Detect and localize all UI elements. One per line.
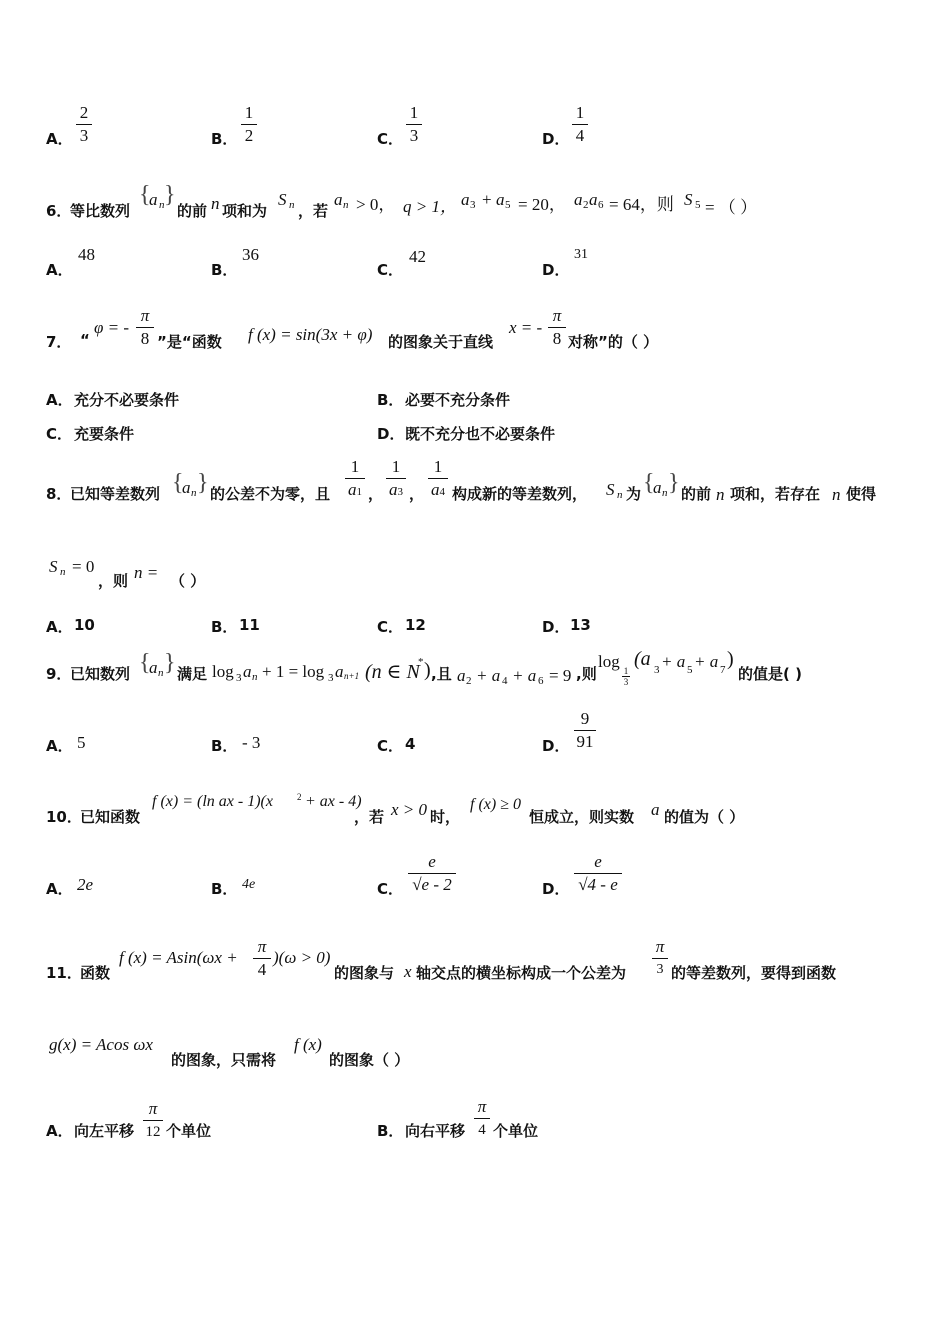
- q6-option-c-value: 42: [409, 247, 426, 266]
- q10-option-c-fraction: e √e - 2: [408, 852, 456, 895]
- q6-option-d-value: 31: [574, 247, 588, 262]
- q5-option-c-label: C．: [377, 130, 404, 148]
- q8-option-c-value: 12: [405, 616, 426, 634]
- q5-option-c-fraction: 1 3: [406, 103, 422, 146]
- q8-option-a-value: 10: [74, 616, 95, 634]
- q8-number: 8．: [46, 485, 72, 503]
- q6-option-a-value: 48: [78, 245, 95, 264]
- q11-fraction-1: π 4: [253, 937, 271, 980]
- q8-fraction-3: 1 a4: [428, 457, 448, 502]
- q8-option-d-value: 13: [570, 616, 591, 634]
- q11-fraction-2: π 3: [652, 937, 668, 980]
- q5-option-d-fraction: 1 4: [572, 103, 588, 146]
- q10-option-d-fraction: e √4 - e: [574, 852, 622, 895]
- q7-number: 7．: [46, 333, 72, 351]
- q8-fraction-2: 1 a3: [386, 457, 406, 502]
- q9-option-c-value: 4: [405, 735, 416, 753]
- q7-option-b-text: 必要不充分条件: [405, 391, 511, 409]
- q10-option-b-value: 4e: [242, 877, 256, 892]
- q5-option-a-label: A．: [46, 130, 73, 148]
- q5-option-d-label: D．: [542, 130, 570, 148]
- q9-option-a-value: 5: [77, 733, 86, 752]
- q10-number: 10．: [46, 808, 82, 826]
- q9-option-b-value: - 3: [242, 733, 261, 752]
- q7-fraction-1: π 8: [136, 306, 154, 349]
- q6-text-1: 等比数列: [70, 202, 131, 220]
- q7-option-c-text: 充要条件: [74, 425, 135, 443]
- q7-option-a-text: 充分不必要条件: [74, 391, 180, 409]
- q11-option-b-fraction: π 4: [474, 1097, 490, 1140]
- q9-number: 9．: [46, 665, 72, 683]
- q7-option-d-text: 既不充分也不必要条件: [405, 425, 556, 443]
- q11-number: 11．: [46, 964, 82, 982]
- q8-fraction-1: 1 a1: [345, 457, 365, 502]
- q8-option-b-value: 11: [239, 616, 260, 634]
- q5-option-b-fraction: 1 2: [241, 103, 257, 146]
- q5-option-a-fraction: 2 3: [76, 103, 92, 146]
- q11-option-a-fraction: π 12: [143, 1099, 163, 1142]
- q9-option-d-fraction: 9 91: [574, 709, 596, 752]
- q6-seq: a: [149, 190, 158, 209]
- q10-option-a-value: 2e: [77, 875, 94, 894]
- q6-number: 6．: [46, 202, 72, 220]
- q6-option-b-value: 36: [242, 245, 259, 264]
- q7-fraction-2: π 8: [548, 306, 566, 349]
- q5-option-b-label: B．: [211, 130, 238, 148]
